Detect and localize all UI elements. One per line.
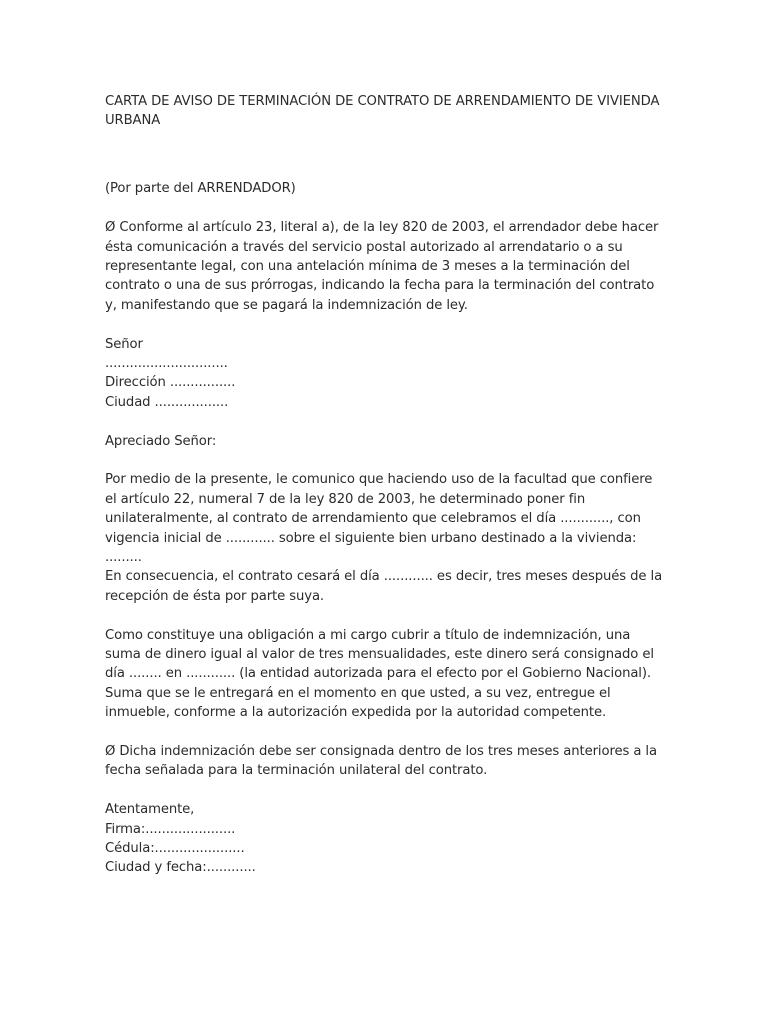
signature-line: Firma:......................	[105, 821, 236, 837]
addressee-salutation: Señor	[105, 336, 143, 352]
body-termination-notice: Por medio de la presente, le comunico que haciendo uso de la facultad que confiere el artículo 22, numeral 7 de la ley 820 de 2003, he determinado poner fin unilateralmente, al contrato de arrendamiento que celebramos el día ............, con vigencia inicial de ............ sobre el siguiente bien urbano destinado a la vivienda: .........	[105, 472, 653, 565]
body-paragraph-termination	[105, 470, 665, 606]
city-date-line: Ciudad y fecha:............	[105, 860, 256, 876]
legal-note-indemnification: Ø Dicha indemnización debe ser consignada dentro de los tres meses anteriores a la fecha señalada para la terminación unilateral del contrato.	[105, 744, 657, 779]
document-title: CARTA DE AVISO DE TERMINACIÓN DE CONTRATO DE ARRENDAMIENTO DE VIVIENDA URBANA	[105, 94, 660, 129]
addressee-address: Dirección ................	[105, 375, 236, 391]
addressee-city: Ciudad ..................	[105, 394, 229, 410]
letter-body	[105, 92, 665, 878]
legal-note-article-23: Ø Conforme al artículo 23, literal a), de la ley 820 de 2003, el arrendador debe hacer ésta comunicación a través del servicio postal autorizado al arrendatario o a su representante legal, con una antelación mínima de 3 meses a la terminación del contrato o una de sus prórrogas, indicando la fecha para la terminación del contrato y, manifestando que se pagará la indemnización de ley.	[105, 220, 659, 313]
body-indemnification: Como constituye una obligación a mi cargo cubrir a título de indemnización, una suma de dinero igual al valor de tres mensualidades, este dinero será consignado el día ........ en ............ (la entidad autorizada para el efecto por el Gobierno Nacional). Suma que se le entregará en el momento en que usted, a su vez, entregue el inmueble, conforme a la autorización expedida por la autoridad competente.	[105, 627, 654, 721]
closing-farewell: Atentamente,	[105, 802, 195, 818]
id-number-line: Cédula:......................	[105, 841, 245, 857]
body-consequence: En consecuencia, el contrato cesará el día ............ es decir, tres meses después de la recepción de ésta por parte suya.	[105, 569, 663, 604]
document-subtitle: (Por parte del ARRENDADOR)	[105, 181, 296, 197]
addressee-block	[105, 335, 665, 413]
greeting: Apreciado Señor:	[105, 433, 217, 449]
addressee-name-blank: ..............................	[105, 355, 228, 371]
closing-block	[105, 800, 665, 878]
